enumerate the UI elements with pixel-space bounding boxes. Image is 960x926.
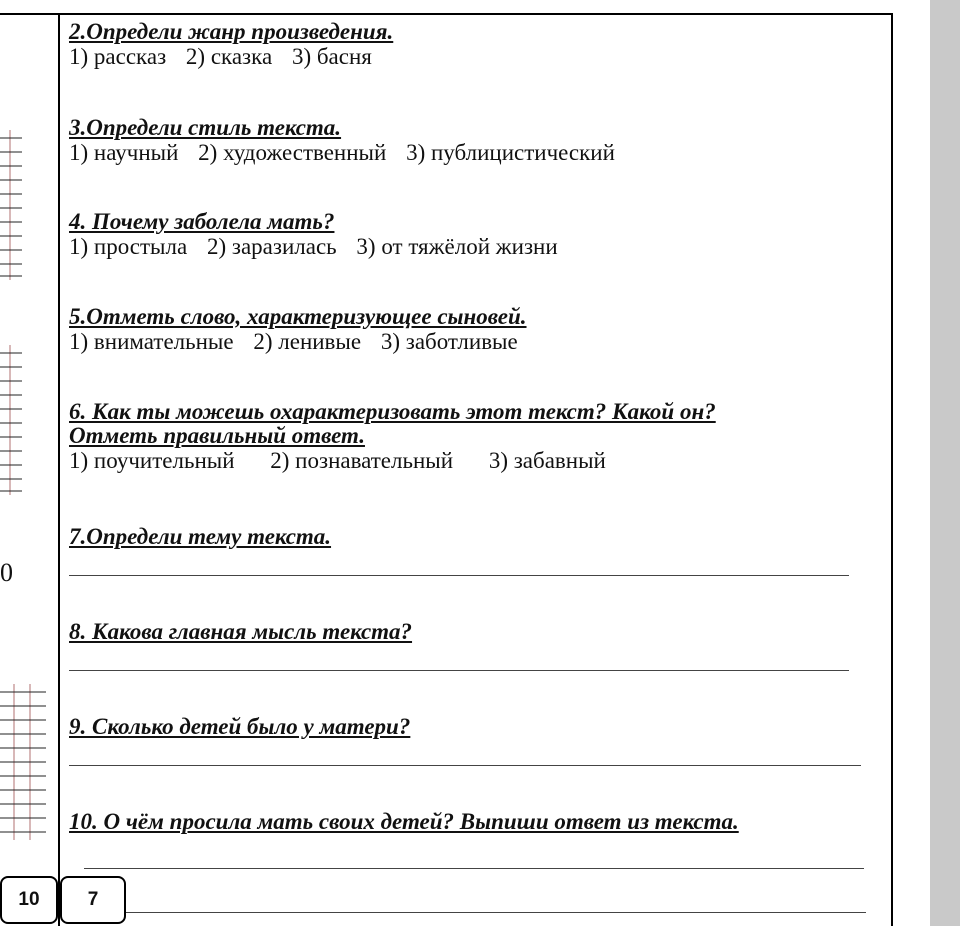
question-title: 2.Определи жанр произведения. bbox=[69, 19, 394, 44]
question-options bbox=[69, 44, 879, 70]
frame-top-border bbox=[0, 13, 893, 15]
margin-grid-2 bbox=[0, 345, 24, 495]
option: 3) публицистический bbox=[406, 140, 615, 165]
question-options bbox=[69, 448, 879, 474]
question-title: 5.Отметь слово, характеризующее сыновей. bbox=[69, 304, 527, 329]
question-options bbox=[69, 329, 879, 355]
option: 1) научный bbox=[69, 140, 179, 165]
answer-line[interactable] bbox=[126, 912, 866, 913]
question-title: 4. Почему заболела мать? bbox=[69, 209, 335, 234]
question-options bbox=[69, 234, 879, 260]
option: 1) внимательные bbox=[69, 329, 234, 354]
option: 3) от тяжёлой жизни bbox=[356, 234, 558, 259]
option: 1) простыла bbox=[69, 234, 188, 259]
option: 2) познавательный bbox=[270, 448, 454, 473]
option: 2) художественный bbox=[198, 140, 387, 165]
option: 3) басня bbox=[291, 44, 372, 69]
question-title: 10. О чём просила мать своих детей? Выпиши ответ из текста. bbox=[69, 809, 739, 834]
question-title: 7.Определи тему текста. bbox=[69, 524, 332, 549]
question-7 bbox=[69, 525, 879, 549]
question-title: 9. Сколько детей было у матери? bbox=[69, 714, 411, 739]
question-3 bbox=[69, 116, 879, 166]
answer-line[interactable] bbox=[69, 765, 861, 766]
question-title-line-1: 6. Как ты можешь охарактеризовать этот текст? Какой он? bbox=[69, 399, 716, 424]
question-10 bbox=[69, 810, 879, 834]
margin-number: 0 bbox=[0, 558, 13, 587]
margin-grid-3 bbox=[0, 684, 48, 840]
option: 2) заразилась bbox=[206, 234, 337, 259]
question-8 bbox=[69, 620, 879, 644]
answer-line[interactable] bbox=[69, 670, 849, 671]
question-4 bbox=[69, 210, 879, 260]
option: 2) ленивые bbox=[253, 329, 362, 354]
question-title-line-2: Отметь правильный ответ. bbox=[69, 423, 365, 448]
option: 3) заботливые bbox=[380, 329, 518, 354]
option: 1) поучительный bbox=[69, 448, 235, 473]
question-title: 3.Определи стиль текста. bbox=[69, 115, 342, 140]
answer-line[interactable] bbox=[69, 575, 849, 576]
frame-left-border bbox=[58, 13, 60, 926]
margin-grid-1 bbox=[0, 130, 24, 280]
answer-line[interactable] bbox=[84, 868, 864, 869]
question-9 bbox=[69, 715, 879, 739]
score-box-earned: 7 bbox=[60, 876, 126, 924]
frame-right-border bbox=[891, 13, 893, 926]
scrollbar-track[interactable] bbox=[930, 0, 960, 926]
question-options bbox=[69, 140, 879, 166]
option: 3) забавный bbox=[488, 448, 606, 473]
option: 2) сказка bbox=[185, 44, 273, 69]
question-6 bbox=[69, 400, 879, 474]
score-box-max: 10 bbox=[0, 876, 58, 924]
question-2 bbox=[69, 20, 879, 70]
question-5 bbox=[69, 305, 879, 355]
question-title: 8. Какова главная мысль текста? bbox=[69, 619, 413, 644]
option: 1) рассказ bbox=[69, 44, 167, 69]
